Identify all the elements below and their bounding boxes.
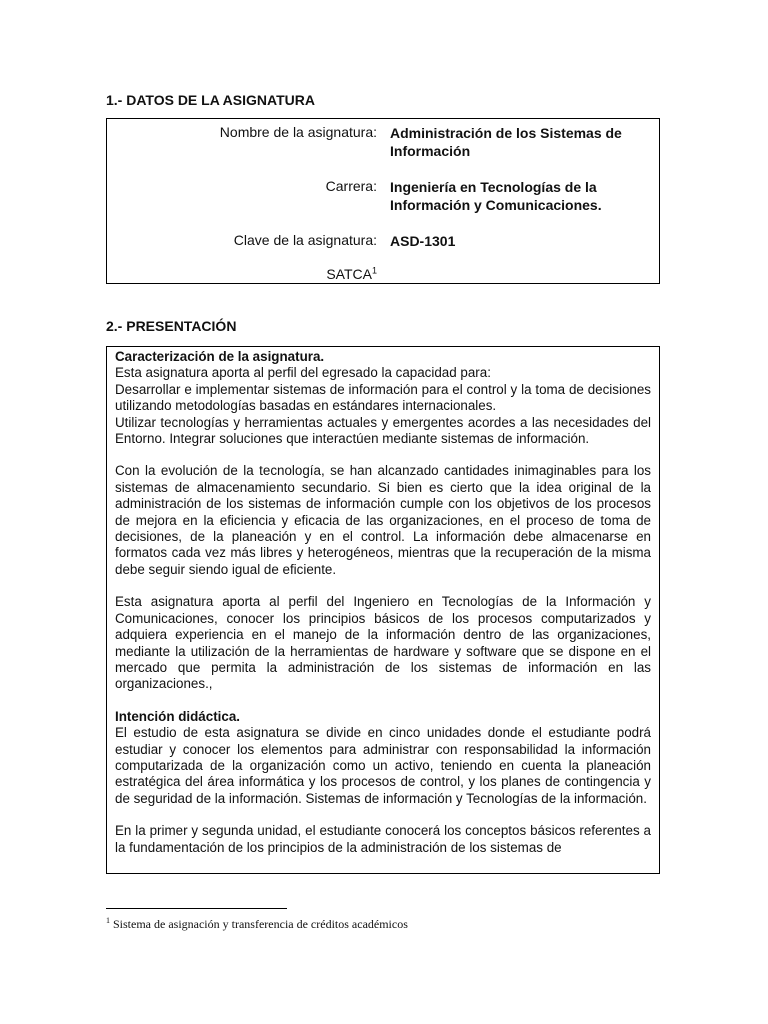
section-2-heading: 2.- PRESENTACIÓN: [106, 318, 237, 334]
didactic-paragraph-1: El estudio de esta asignatura se divide en cinco unidades donde el estudiante podrá estudiar y conocer los elementos para administrar con responsabilidad la información computarizada de la organización como un activo, teniendo en cuenta la planeación estratégica del área informática y los procesos de control, y los planes de contingencia y de seguridad de la información. Sistemas de información y Tecnologías de la información.: [115, 725, 651, 806]
section-1-heading: 1.- DATOS DE LA ASIGNATURA: [106, 92, 315, 108]
footnote: [106, 917, 408, 931]
characterization-paragraph-3: Esta asignatura aporta al perfil del Ingeniero en Tecnologías de la Información y Comunicaciones, conocer los principios básicos de los procesos computarizados y adquiera experiencia en el manejo de la información dentro de las organizaciones, mediante la utilización de la herramientas de hardware y software que se dispone en el mercado que permita la administración de los sistemas de información en las organizaciones.,: [115, 594, 651, 692]
course-name-label: Nombre de la asignatura:: [219, 124, 377, 140]
course-data-table: [106, 118, 660, 284]
course-key-label: Clave de la asignatura:: [233, 232, 377, 248]
characterization-line-1: Esta asignatura aporta al perfil del egresado la capacidad para:: [115, 365, 491, 381]
didactic-title: Intención didáctica.: [115, 708, 241, 724]
course-key-value: ASD-1301: [390, 233, 456, 249]
footnote-marker: 1: [106, 916, 110, 925]
footnote-separator: [106, 908, 287, 909]
course-name-value: Administración de los Sistemas de Información: [390, 125, 622, 159]
didactic-paragraph-2: En la primer y segunda unidad, el estudiante conocerá los conceptos básicos referentes a la fundamentación de los principios de la administración de los sistemas de: [115, 823, 651, 855]
footnote-text: Sistema de asignación y transferencia de créditos académicos: [110, 917, 408, 931]
career-value: Ingeniería en Tecnologías de la Información y Comunicaciones.: [390, 179, 602, 213]
characterization-line-3: Utilizar tecnologías y herramientas actuales y emergentes acordes a las necesidades del Entorno. Integrar soluciones que interactúen mediante sistemas de información.: [115, 414, 651, 447]
career-label: Carrera:: [325, 178, 377, 194]
satca-footnote-ref[interactable]: 1: [371, 265, 377, 276]
presentation-box: [106, 346, 660, 874]
characterization-line-2: Desarrollar e implementar sistemas de información para el control y la toma de decisiones utilizando metodologías basadas en estándares internacionales.: [115, 381, 651, 414]
characterization-title: Caracterización de la asignatura.: [115, 349, 325, 364]
satca-label: SATCA$^1$: [326, 265, 377, 282]
characterization-paragraph-2: Con la evolución de la tecnología, se han alcanzado cantidades inimaginables para los sistemas de almacenamiento secundario. Si bien es cierto que la idea original de la administración de los sistemas de información cumple con los objetivos de los procesos de mejora en la eficiencia y eficacia de las organizaciones, en el proceso de toma de decisiones, de la planeación y en el control. La información debe almacenarse en formatos cada vez más libres y heterogéneos, mientras que la recuperación de la misma debe seguir siendo igual de eficiente.: [115, 463, 651, 577]
